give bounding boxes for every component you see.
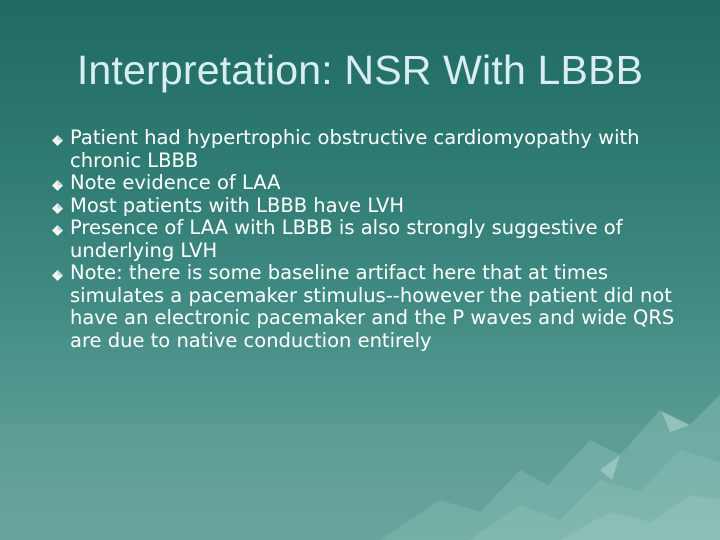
diamond-bullet-icon xyxy=(52,203,63,214)
diamond-bullet-icon xyxy=(52,135,63,146)
bullet-item xyxy=(52,217,692,262)
bullet-text: Patient had hypertrophic obstructive cardiomyopathy with chronic LBBB xyxy=(70,126,640,172)
bullet-item xyxy=(52,262,692,352)
bullet-list xyxy=(52,127,692,352)
slide-title: Interpretation: NSR With LBBB xyxy=(76,47,644,93)
diamond-bullet-icon xyxy=(52,225,63,236)
bullet-item xyxy=(52,172,692,195)
bullet-item xyxy=(52,195,692,218)
diamond-bullet-icon xyxy=(52,180,63,191)
bullet-text: Note: there is some baseline artifact here that at times simulates a pacemaker stimulus--however the patient did not have an electronic pacemaker and the P waves and wide QRS are due to native conduction entirely xyxy=(70,261,675,352)
bullet-text: Most patients with LBBB have LVH xyxy=(70,193,405,217)
bullet-item xyxy=(52,127,692,172)
diamond-bullet-icon xyxy=(52,270,63,281)
bullet-text: Presence of LAA with LBBB is also strongly suggestive of underlying LVH xyxy=(70,216,623,262)
bullet-text: Note evidence of LAA xyxy=(70,171,281,194)
